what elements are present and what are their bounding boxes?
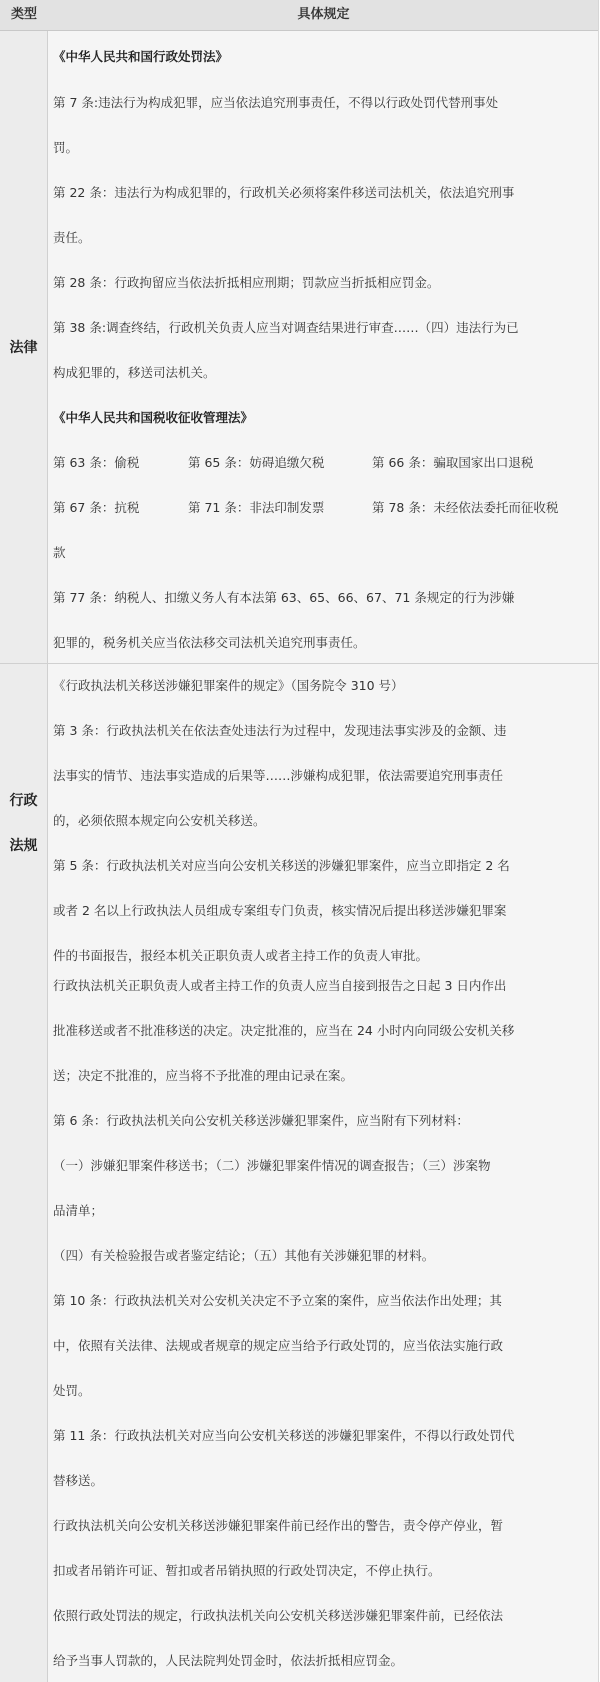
tax-article-78: 第 78 条：未经依法委托而征收税: [372, 500, 559, 515]
type-label-law: 法律: [9, 340, 38, 356]
law-article-line: 第 38 条:调查终结，行政机关负责人应当对调查结果进行审查……（四）违法行为已: [53, 320, 519, 335]
header-type: 类型: [10, 7, 37, 22]
admin-line: 的，必须依照本规定向公安机关移送。: [53, 813, 266, 828]
law-title-tax-collection: 《中华人民共和国税收征收管理法》: [53, 410, 254, 425]
admin-line: 批准移送或者不批准移送的决定。决定批准的，应当在 24 小时内向同级公安机关移: [53, 1023, 515, 1038]
table-right-border: [598, 0, 599, 1682]
tax-article-66: 第 66 条：骗取国家出口退税: [372, 455, 534, 470]
admin-line: 替移送。: [53, 1473, 104, 1488]
admin-line: 第 6 条：行政执法机关向公安机关移送涉嫌犯罪案件，应当附有下列材料：: [53, 1113, 469, 1128]
admin-line: 第 11 条：行政执法机关对应当向公安机关移送的涉嫌犯罪案件，不得以行政处罚代: [53, 1428, 515, 1443]
law-article-line: 犯罪的，税务机关应当依法移交司法机关追究刑事责任。: [53, 635, 366, 650]
law-article-line: 款: [53, 545, 66, 560]
admin-line: 第 3 条：行政执法机关在依法查处违法行为过程中，发现违法事实涉及的金额、违: [53, 723, 507, 738]
tax-article-65: 第 65 条：妨碍追缴欠税: [188, 455, 325, 470]
table-header: [0, 0, 599, 31]
type-cell-law: [0, 31, 48, 663]
tax-article-67: 第 67 条：抗税: [53, 500, 140, 515]
law-article-line: 第 7 条:违法行为构成犯罪，应当依法追究刑事责任，不得以行政处罚代替刑事处: [53, 95, 499, 110]
law-article-line: 构成犯罪的，移送司法机关。: [53, 365, 216, 380]
type-cell-admin: [0, 664, 48, 1682]
admin-line: 第 10 条：行政执法机关对公安机关决定不予立案的案件，应当依法作出处理；其: [53, 1293, 502, 1308]
law-article-line: 第 22 条：违法行为构成犯罪的，行政机关必须将案件移送司法机关，依法追究刑事: [53, 185, 515, 200]
law-article-line: 责任。: [53, 230, 91, 245]
admin-title: 《行政执法机关移送涉嫌犯罪案件的规定》（国务院令 310 号）: [53, 678, 404, 693]
admin-line: （一）涉嫌犯罪案件移送书；（二）涉嫌犯罪案件情况的调查报告；（三）涉案物: [53, 1158, 491, 1173]
admin-line: （四）有关检验报告或者鉴定结论；（五）其他有关涉嫌犯罪的材料。: [53, 1248, 435, 1263]
admin-line: 法事实的情节、违法事实造成的后果等……涉嫌构成犯罪，依法需要追究刑事责任: [53, 768, 504, 783]
law-article-line: 第 77 条：纳税人、扣缴义务人有本法第 63、65、66、67、71 条规定的行为涉嫌: [53, 590, 515, 605]
admin-line: 或者 2 名以上行政执法人员组成专案组专门负责，核实情况后提出移送涉嫌犯罪案: [53, 903, 507, 918]
admin-line: 扣或者吊销许可证、暂扣或者吊销执照的行政处罚决定，不停止执行。: [53, 1563, 441, 1578]
admin-line: 处罚。: [53, 1383, 91, 1398]
admin-line: 行政执法机关向公安机关移送涉嫌犯罪案件前已经作出的警告，责令停产停业，暂: [53, 1518, 504, 1533]
type-label-admin-1: 行政: [9, 793, 38, 809]
rules-cell-law: [48, 31, 599, 663]
admin-line: 行政执法机关正职负责人或者主持工作的负责人应当自接到报告之日起 3 日内作出: [53, 978, 507, 993]
admin-line: 第 5 条：行政执法机关对应当向公安机关移送的涉嫌犯罪案件，应当立即指定 2 名: [53, 858, 510, 873]
tax-article-71: 第 71 条：非法印制发票: [188, 500, 325, 515]
law-title-admin-penalty: 《中华人民共和国行政处罚法》: [53, 49, 229, 64]
type-label-admin-2: 法规: [9, 838, 38, 854]
admin-line: 件的书面报告，报经本机关正职负责人或者主持工作的负责人审批。: [53, 948, 429, 963]
admin-line: 依照行政处罚法的规定，行政执法机关向公安机关移送涉嫌犯罪案件前，已经依法: [53, 1608, 504, 1623]
header-rules: 具体规定: [297, 7, 350, 22]
admin-line: 送；决定不批准的，应当将不予批准的理由记录在案。: [53, 1068, 354, 1083]
admin-line: 品清单；: [53, 1203, 104, 1218]
tax-article-63: 第 63 条：偷税: [53, 455, 140, 470]
law-article-line: 罚。: [53, 140, 79, 155]
admin-line: 给予当事人罚款的，人民法院判处罚金时，依法折抵相应罚金。: [53, 1653, 404, 1668]
law-article-line: 第 28 条：行政拘留应当依法折抵相应刑期；罚款应当折抵相应罚金。: [53, 275, 440, 290]
admin-line: 中，依照有关法律、法规或者规章的规定应当给予行政处罚的，应当依法实施行政: [53, 1338, 504, 1353]
